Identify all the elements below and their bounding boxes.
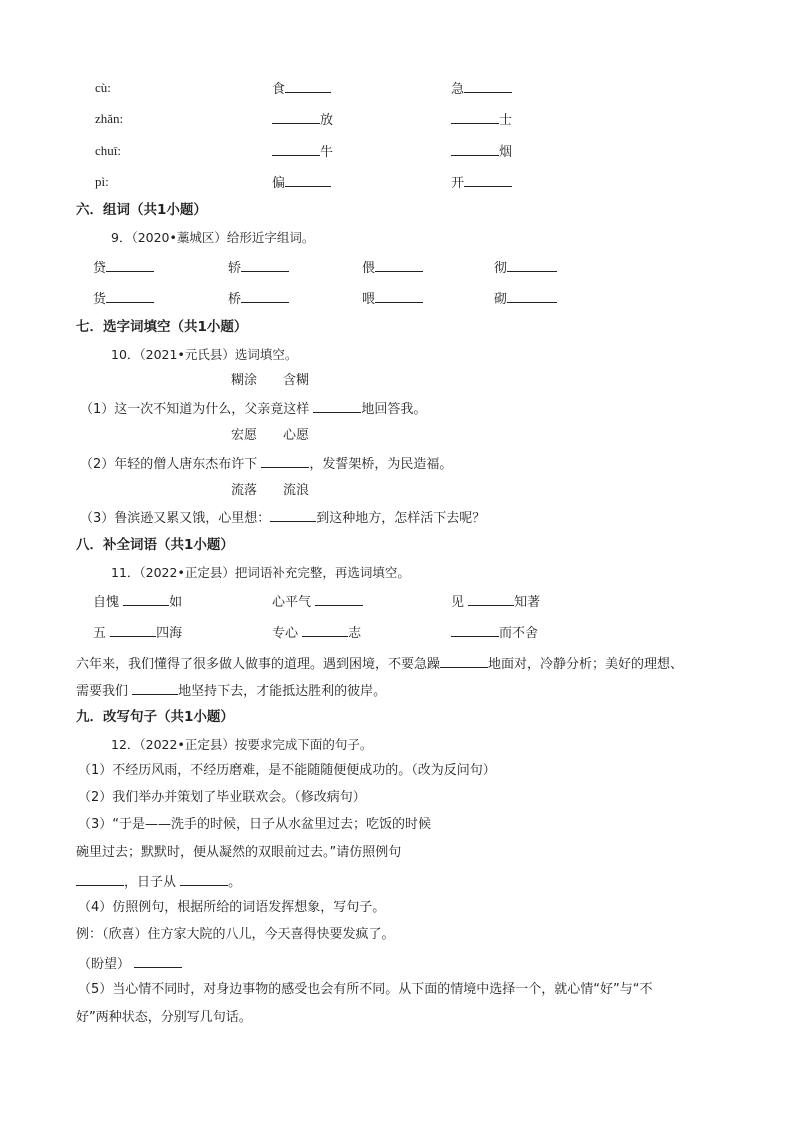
fill-line: ，日子从 。 (76, 873, 241, 891)
fill-item: 急 (451, 80, 512, 98)
char-item: 轿 (228, 259, 289, 277)
sub-question: （3）“于是——洗手的时候，日子从水盆里过去；吃饭的时候 (78, 817, 432, 832)
answer-blank[interactable] (468, 593, 514, 606)
answer-blank[interactable] (106, 259, 154, 272)
fill-item: 烟 (451, 143, 512, 161)
char-item: 桥 (228, 290, 289, 308)
char-item: 砌 (494, 290, 557, 308)
idiom-item: 自愧 如 (93, 595, 183, 610)
question-stem: 11．（2022•正定县）把词语补充完整，再选词填空。 (111, 565, 410, 580)
idiom-item: 心平气 (272, 593, 363, 611)
question-stem: 10．（2021•元氏县）选词填空。 (111, 347, 298, 362)
text-line: 好”两种状态，分别写几句话。 (76, 1010, 252, 1025)
sub-question: （4）仿照例句，根据所给的词语发挥想象，写句子。 (78, 900, 386, 915)
pinyin-label: chuī: (95, 143, 121, 158)
fill-line: （盼望） (78, 955, 182, 973)
question-stem: 12．（2022•正定县）按要求完成下面的句子。 (111, 737, 373, 752)
answer-blank[interactable] (272, 111, 320, 124)
sentence: （2）年轻的僧人唐东杰布许下 ，发誓架桥，为民造福。 (80, 457, 453, 472)
paragraph-line: 六年来，我们懂得了很多做人做事的道理。遇到困境，不要急躁 地面对，冷静分析；美好的理想、 (76, 657, 684, 672)
answer-blank[interactable] (180, 873, 228, 886)
answer-blank[interactable] (270, 509, 316, 522)
section-heading: 八．补全词语（共1小题） (76, 537, 234, 553)
fill-item: 偏 (272, 174, 331, 192)
word-options: 糊涂 含糊 (231, 373, 310, 388)
answer-blank[interactable] (132, 682, 178, 695)
fill-item: 牛 (272, 143, 333, 161)
answer-blank[interactable] (123, 593, 169, 606)
answer-blank[interactable] (285, 80, 331, 93)
sub-question: （5）当心情不同时，对身边事物的感受也会有所不同。从下面的情境中选择一个，就心情“好”与“不 (78, 982, 653, 997)
fill-item: 士 (451, 111, 512, 129)
answer-blank[interactable] (241, 290, 289, 303)
char-item: 喂 (362, 290, 423, 308)
answer-blank[interactable] (106, 290, 154, 303)
section-heading: 六．组词（共1小题） (76, 202, 207, 218)
pinyin-label: pì: (95, 174, 109, 189)
word-options: 宏愿 心愿 (231, 428, 310, 443)
idiom-item: 而不舍 (451, 624, 538, 642)
char-item: 贷 (93, 259, 154, 277)
word-options: 流落 流浪 (231, 483, 310, 498)
fill-item: 放 (272, 111, 333, 129)
fill-item: 食 (272, 80, 331, 98)
sub-question: （2）我们举办并策划了毕业联欢会。（修改病句） (78, 790, 366, 805)
char-item: 偎 (362, 259, 423, 277)
answer-blank[interactable] (464, 174, 512, 187)
answer-blank[interactable] (313, 400, 361, 413)
answer-blank[interactable] (375, 290, 423, 303)
answer-blank[interactable] (76, 873, 124, 886)
answer-blank[interactable] (272, 143, 320, 156)
answer-blank[interactable] (440, 655, 488, 668)
answer-blank[interactable] (507, 259, 557, 272)
question-stem: 9．（2020•藁城区）给形近字组词。 (111, 230, 315, 245)
answer-blank[interactable] (302, 624, 348, 637)
answer-blank[interactable] (241, 259, 289, 272)
pinyin-label: zhǎn: (95, 111, 124, 126)
answer-blank[interactable] (464, 80, 512, 93)
answer-blank[interactable] (451, 143, 499, 156)
answer-blank[interactable] (285, 174, 331, 187)
answer-blank[interactable] (110, 624, 156, 637)
section-heading: 七．选字词填空（共1小题） (76, 319, 248, 335)
answer-blank[interactable] (375, 259, 423, 272)
answer-blank[interactable] (134, 955, 182, 968)
idiom-item: 五 四海 (93, 626, 183, 641)
sentence: （3）鲁滨逊又累又饿，心里想： 到这种地方，怎样活下去呢？ (80, 511, 486, 526)
char-item: 彻 (494, 259, 557, 277)
section-heading: 九．改写句子（共1小题） (76, 709, 234, 725)
answer-blank[interactable] (315, 593, 363, 606)
answer-blank[interactable] (261, 455, 309, 468)
fill-item: 开 (451, 174, 512, 192)
text-line: 碗里过去；默默时，便从凝然的双眼前过去。”请仿照例句 (76, 845, 402, 860)
idiom-item: 专心 志 (272, 626, 362, 641)
answer-blank[interactable] (507, 290, 557, 303)
char-item: 货 (93, 290, 154, 308)
sentence: （1）这一次不知道为什么，父亲竟这样 地回答我。 (80, 402, 427, 417)
answer-blank[interactable] (451, 624, 499, 637)
paragraph-line: 需要我们 地坚持下去，才能抵达胜利的彼岸。 (76, 684, 387, 699)
idiom-item: 见 知著 (451, 595, 541, 610)
pinyin-label: cù: (95, 80, 111, 95)
sub-question: （1）不经历风雨，不经历磨难，是不能随随便便成功的。（改为反问句） (78, 763, 496, 778)
answer-blank[interactable] (451, 111, 499, 124)
example-line: 例：（欣喜）住方家大院的八儿，今天喜得快要发疯了。 (76, 927, 395, 942)
